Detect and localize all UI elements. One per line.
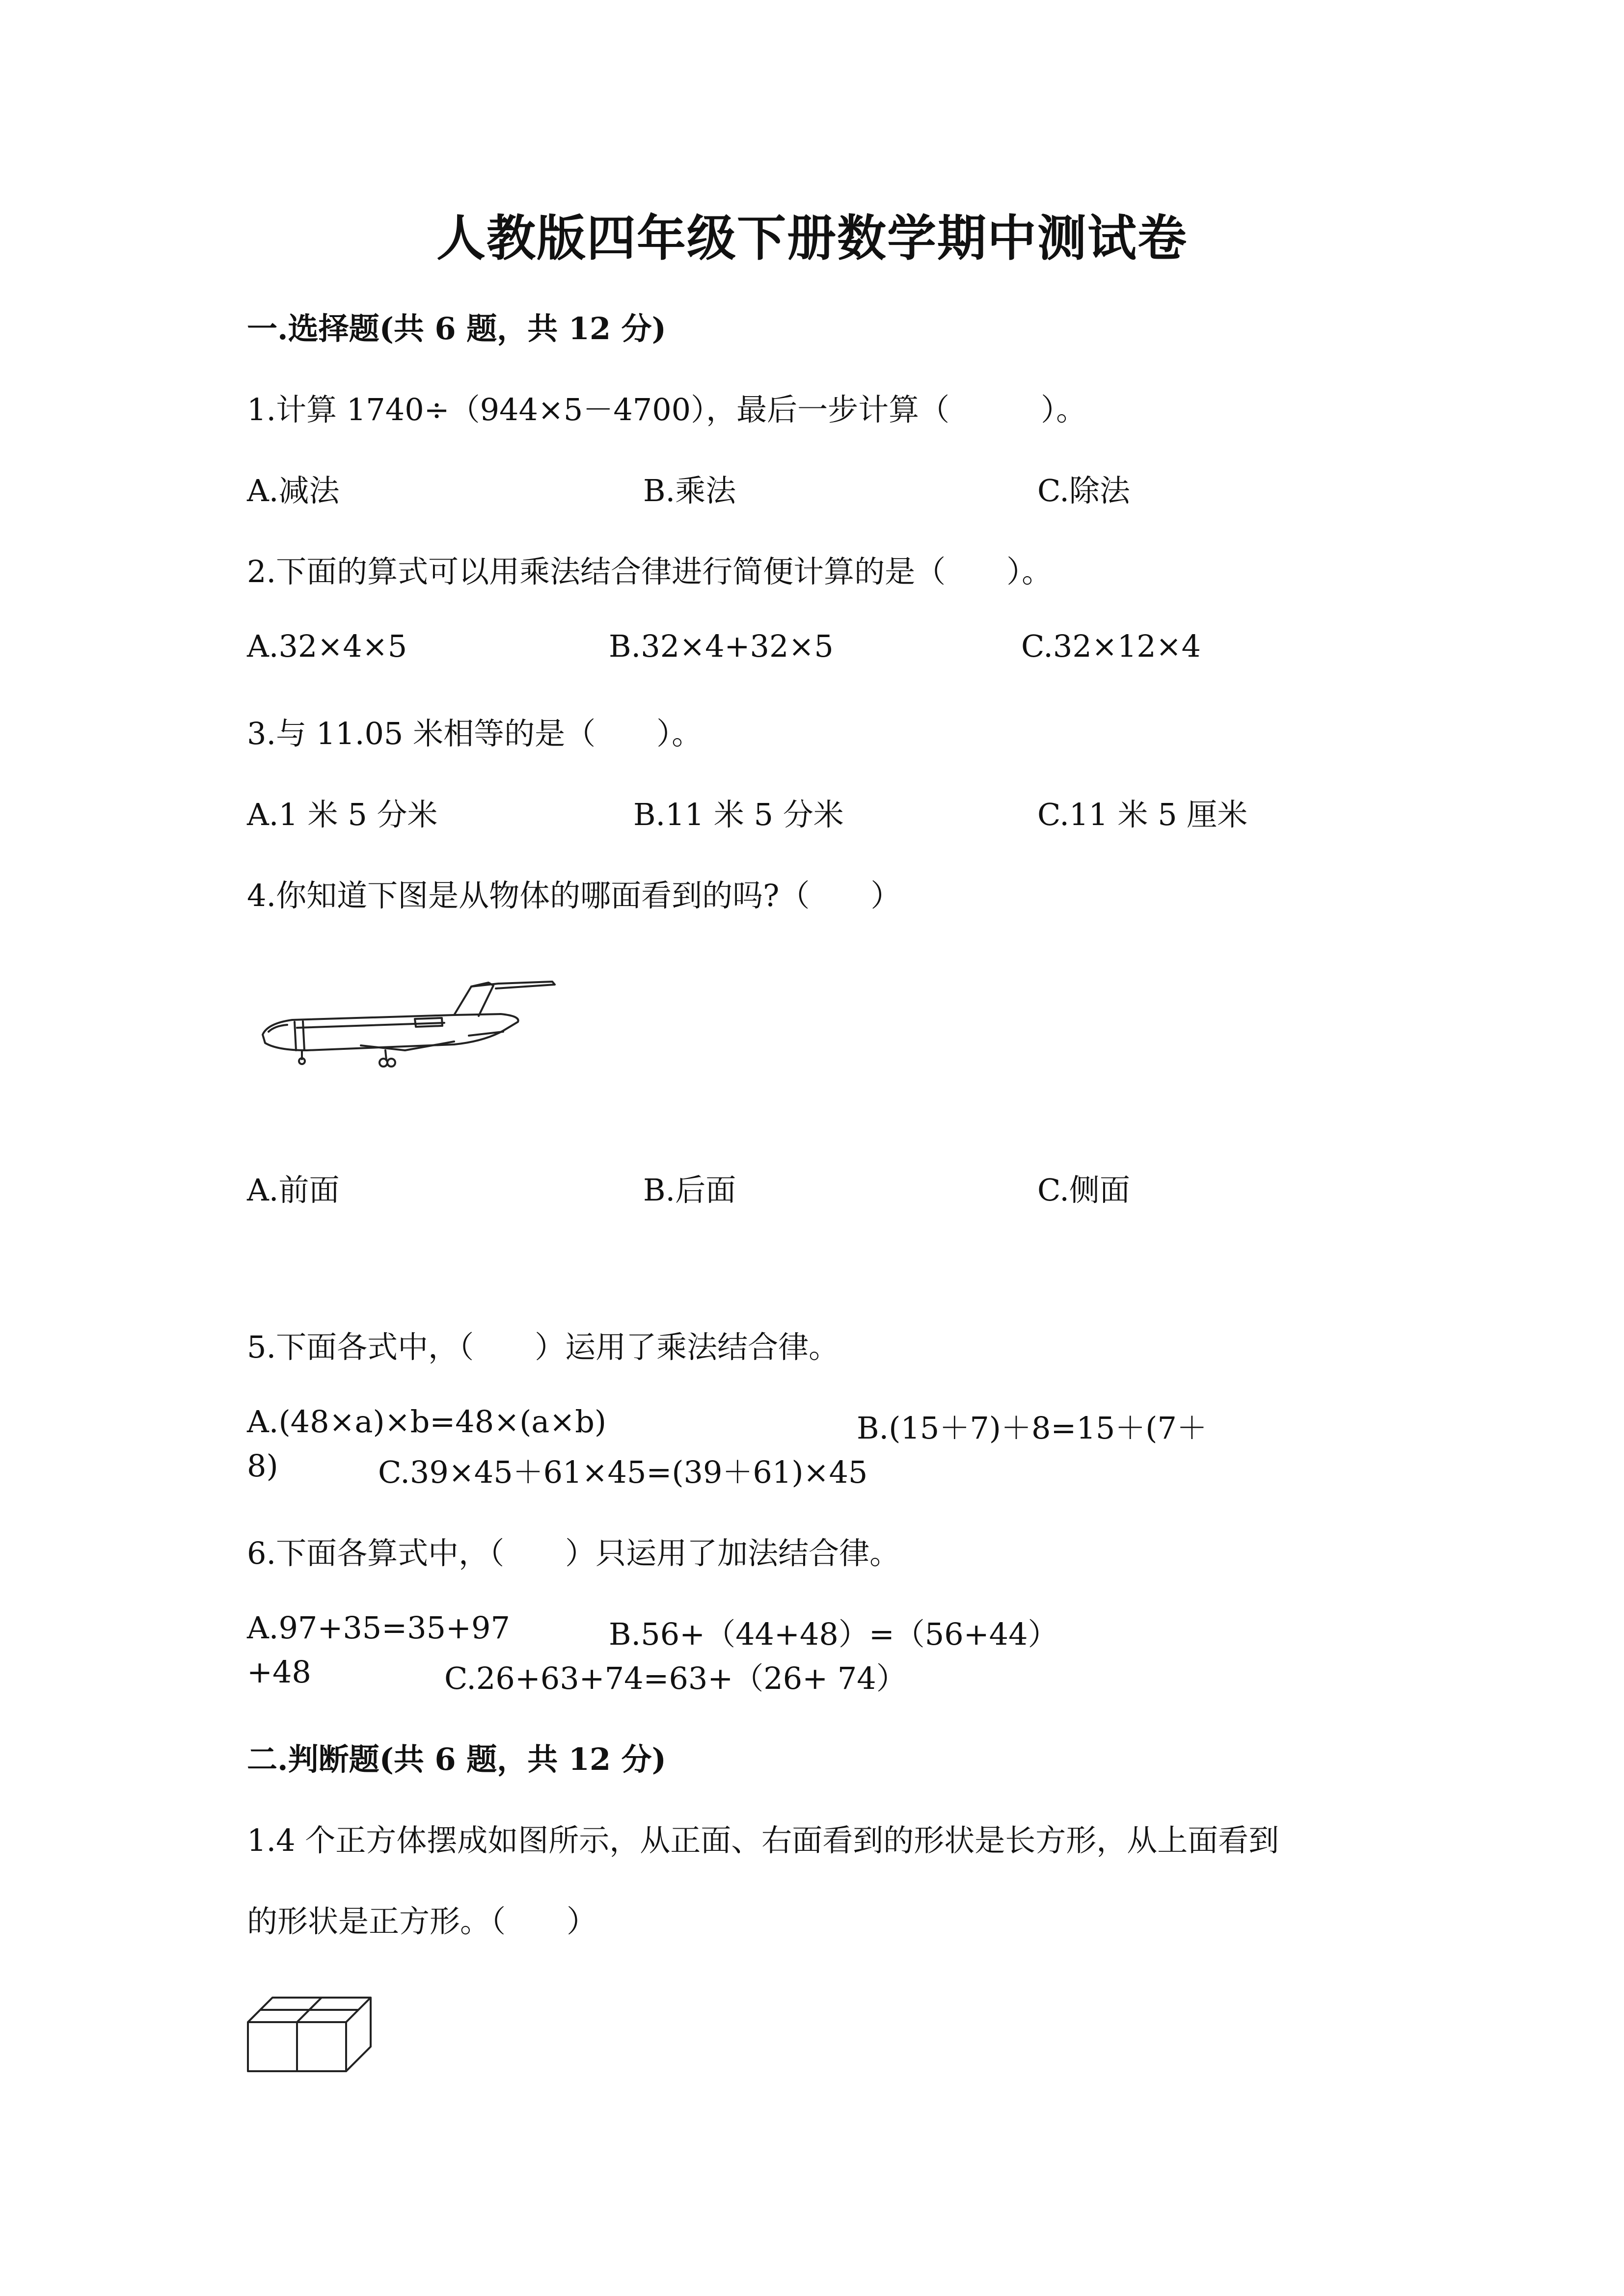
q5-option-a: A.(48×a)×b=48×(a×b) [247, 1404, 607, 1440]
q5-option-b-cont: 8) [247, 1448, 278, 1484]
judge-question-1-line2: 的形状是正方形。（ ） [247, 1903, 597, 1939]
q1-option-a: A.减法 [247, 473, 340, 508]
section1-heading: 一.选择题(共 6 题，共 12 分) [247, 311, 667, 347]
q2-option-c: C.32×12×4 [1021, 628, 1201, 664]
section2-heading: 二.判断题(共 6 题，共 12 分) [247, 1741, 667, 1777]
cubes-figure [245, 1993, 373, 2076]
question-4: 4.你知道下图是从物体的哪面看到的吗?（ ） [247, 878, 901, 913]
q5-option-c: C.39×45＋61×45=(39＋61)×45 [378, 1454, 868, 1490]
page-title: 人教版四年级下册数学期中测试卷 [436, 209, 1188, 267]
q3-option-c: C.11 米 5 厘米 [1037, 797, 1248, 832]
q6-option-c: C.26+63+74=63+（26+ 74） [444, 1660, 907, 1696]
q4-option-a: A.前面 [247, 1172, 340, 1208]
q2-option-a: A.32×4×5 [247, 628, 407, 664]
q2-option-b: B.32×4+32×5 [609, 628, 834, 664]
q6-option-b: B.56+（44+48）=（56+44） [609, 1616, 1058, 1652]
q1-option-c: C.除法 [1037, 473, 1130, 508]
q6-option-b-cont: +48 [247, 1654, 311, 1690]
question-3: 3.与 11.05 米相等的是（ ）。 [247, 716, 703, 751]
q1-option-b: B.乘法 [643, 473, 736, 508]
q5-option-b: B.(15＋7)＋8=15＋(7＋ [857, 1410, 1207, 1446]
question-6: 6.下面各算式中，（ ）只运用了加法结合律。 [247, 1535, 900, 1571]
q4-option-c: C.侧面 [1037, 1172, 1130, 1208]
question-2: 2.下面的算式可以用乘法结合律进行简便计算的是（ ）。 [247, 554, 1053, 589]
question-5: 5.下面各式中，（ ）运用了乘法结合律。 [247, 1329, 839, 1365]
question-1: 1.计算 1740÷（944×5－4700），最后一步计算（ ）。 [247, 392, 1087, 427]
q6-option-a: A.97+35=35+97 [247, 1610, 510, 1646]
judge-question-1-line1: 1.4 个正方体摆成如图所示，从正面、右面看到的形状是长方形，从上面看到 [247, 1822, 1279, 1858]
airplane-figure [248, 977, 562, 1075]
q3-option-b: B.11 米 5 分米 [633, 797, 844, 832]
q3-option-a: A.1 米 5 分米 [247, 797, 438, 832]
q4-option-b: B.后面 [643, 1172, 736, 1208]
